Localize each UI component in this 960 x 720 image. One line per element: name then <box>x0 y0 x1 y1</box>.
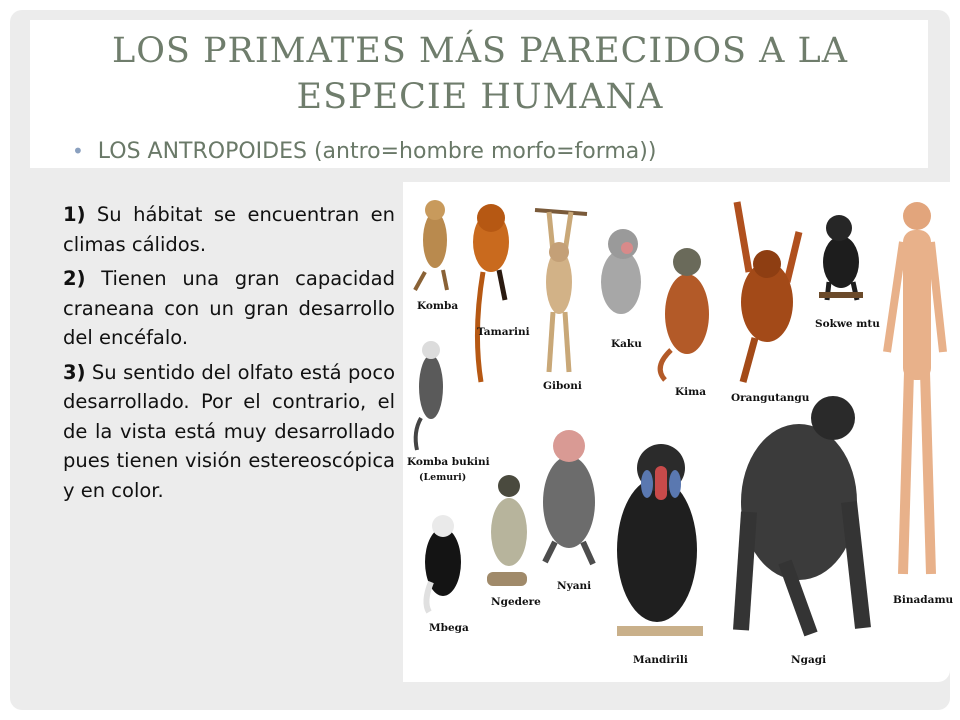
kaku-illustration <box>601 229 641 314</box>
nyani-illustration <box>543 430 595 564</box>
label-orangutangu: Orangutangu <box>731 392 810 404</box>
list-item <box>63 264 395 353</box>
ngedere-illustration <box>487 475 527 586</box>
primates-figure <box>403 182 954 682</box>
characteristics-list <box>63 200 395 510</box>
label-tamarini: Tamarini <box>477 326 530 338</box>
item-number: 1) <box>63 203 86 226</box>
mandirili-illustration <box>617 444 703 636</box>
primates-illustration <box>403 182 950 682</box>
kima-illustration <box>660 248 709 380</box>
label-binadamu: Binadamu <box>893 594 954 606</box>
subtitle-text: LOS ANTROPOIDES (antro=hombre morfo=forma)) <box>97 139 657 164</box>
ngagi-illustration <box>741 396 863 634</box>
label-lemuri: (Lemuri) <box>419 472 467 483</box>
label-kima: Kima <box>675 386 707 398</box>
list-item <box>63 358 395 506</box>
label-kaku: Kaku <box>611 338 642 350</box>
item-text: Tienen una gran capacidad craneana con un gran desarrollo del encéfalo. <box>63 267 395 349</box>
label-komba-bukini: Komba bukini <box>407 456 490 468</box>
label-ngedere: Ngedere <box>491 596 541 608</box>
binadamu-illustration <box>887 202 943 574</box>
bullet-dot-icon: • <box>72 139 84 163</box>
sokwe-illustration <box>819 215 863 300</box>
label-komba: Komba <box>417 300 459 312</box>
subtitle-bullet <box>72 136 932 167</box>
item-number: 2) <box>63 267 86 290</box>
label-ngagi: Ngagi <box>791 654 827 666</box>
label-mandirili: Mandirili <box>633 654 688 666</box>
tamarini-illustration <box>473 204 509 382</box>
komba-illustration <box>415 200 447 290</box>
item-text: Su hábitat se encuentran en climas cálidos. <box>63 203 395 256</box>
label-nyani: Nyani <box>557 580 592 592</box>
label-mbega: Mbega <box>429 622 469 634</box>
komba-bukini-illustration <box>416 341 443 450</box>
item-number: 3) <box>63 360 86 384</box>
mbega-illustration <box>425 515 461 612</box>
item-text: Su sentido del olfato está poco desarrollado. Por el contrario, el de la vista está muy desarrollado pues tienen visión estereoscópica y en color. <box>63 360 395 502</box>
slide-title: LOS PRIMATES MÁS PARECIDOS A LA ESPECIE HUMANA <box>111 31 849 117</box>
label-sokwe: Sokwe mtu <box>815 318 880 330</box>
giboni-illustration <box>535 210 587 372</box>
list-item <box>63 200 395 259</box>
label-giboni: Giboni <box>543 380 582 392</box>
orangutangu-illustration <box>737 202 799 382</box>
